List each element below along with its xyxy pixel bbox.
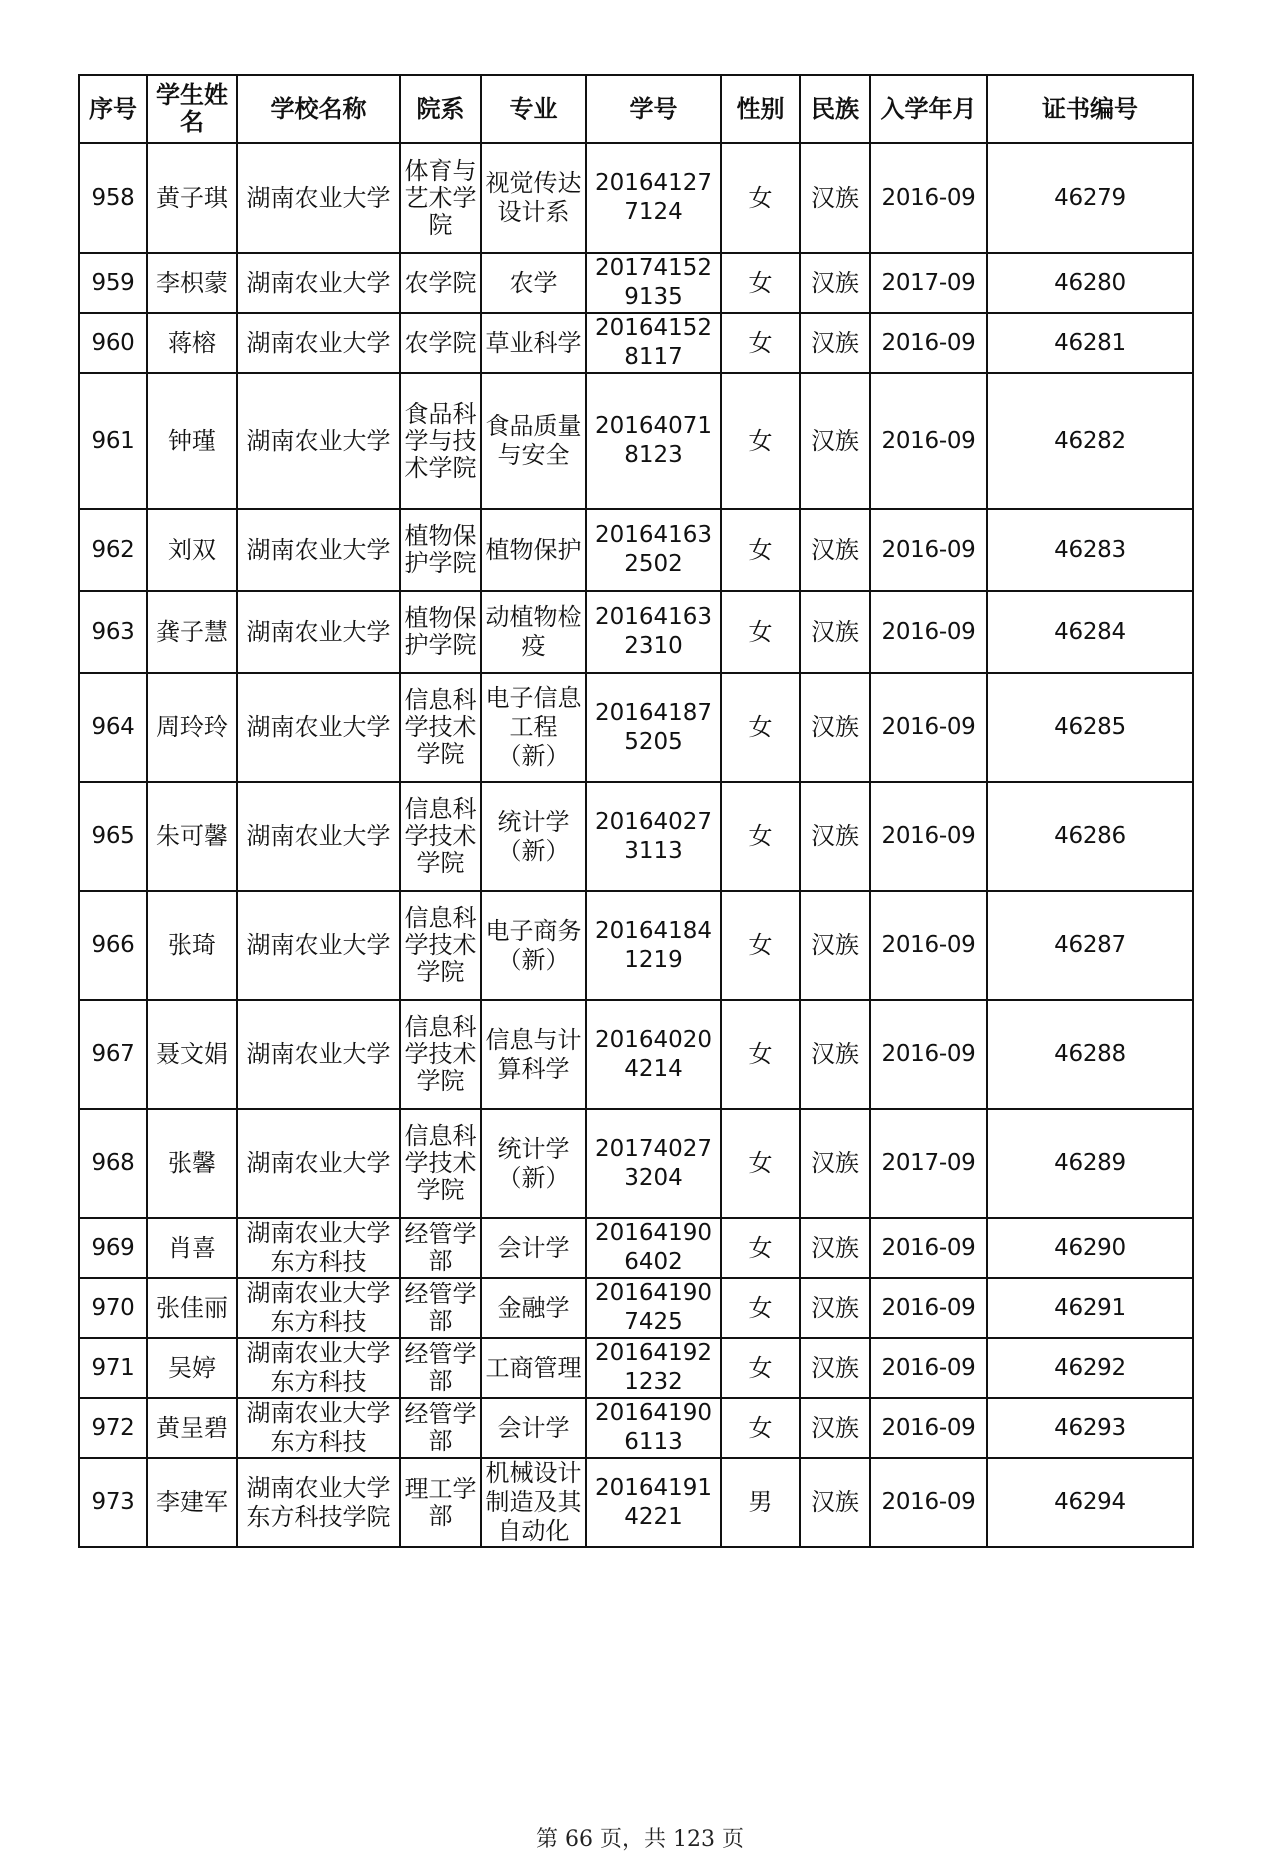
school-cell: 湖南农业大学东方科技 <box>237 1278 400 1338</box>
certificate-number-cell: 46282 <box>987 373 1193 509</box>
department-cell: 经管学部 <box>400 1278 481 1338</box>
department-cell: 体育与艺术学院 <box>400 143 481 253</box>
column-header: 学生姓名 <box>147 75 237 143</box>
gender-cell: 女 <box>721 373 800 509</box>
student-id-cell: 201641907425 <box>586 1278 721 1338</box>
gender-cell: 女 <box>721 782 800 891</box>
school-cell: 湖南农业大学东方科技 <box>237 1338 400 1398</box>
column-header: 性别 <box>721 75 800 143</box>
major-cell: 草业科学 <box>481 313 586 373</box>
student-id-cell: 201641914221 <box>586 1458 721 1547</box>
gender-cell: 女 <box>721 1000 800 1109</box>
student-id-cell: 201641841219 <box>586 891 721 1000</box>
enrollment-date-cell: 2016-09 <box>870 373 987 509</box>
student-name-cell: 聂文娟 <box>147 1000 237 1109</box>
certificate-number-cell: 46286 <box>987 782 1193 891</box>
seq-cell: 964 <box>79 673 147 782</box>
department-cell: 信息科学技术学院 <box>400 1000 481 1109</box>
student-id-cell: 201741529135 <box>586 253 721 313</box>
seq-cell: 960 <box>79 313 147 373</box>
column-header: 院系 <box>400 75 481 143</box>
certificate-number-cell: 46290 <box>987 1218 1193 1278</box>
department-cell: 信息科学技术学院 <box>400 673 481 782</box>
student-id-cell: 201641875205 <box>586 673 721 782</box>
enrollment-date-cell: 2016-09 <box>870 1338 987 1398</box>
certificate-number-cell: 46293 <box>987 1398 1193 1458</box>
enrollment-date-cell: 2016-09 <box>870 1000 987 1109</box>
enrollment-date-cell: 2016-09 <box>870 1218 987 1278</box>
seq-cell: 973 <box>79 1458 147 1547</box>
student-name-cell: 钟瑾 <box>147 373 237 509</box>
department-cell: 农学院 <box>400 253 481 313</box>
table-row <box>79 1338 1193 1398</box>
enrollment-date-cell: 2016-09 <box>870 591 987 673</box>
major-cell: 金融学 <box>481 1278 586 1338</box>
major-cell: 统计学（新） <box>481 782 586 891</box>
table-row <box>79 373 1193 509</box>
major-cell: 会计学 <box>481 1398 586 1458</box>
major-cell: 农学 <box>481 253 586 313</box>
department-cell: 经管学部 <box>400 1338 481 1398</box>
table-body <box>79 143 1193 1547</box>
school-cell: 湖南农业大学 <box>237 313 400 373</box>
gender-cell: 女 <box>721 509 800 591</box>
major-cell: 视觉传达设计系 <box>481 143 586 253</box>
gender-cell: 女 <box>721 891 800 1000</box>
table-row <box>79 313 1193 373</box>
student-name-cell: 张馨 <box>147 1109 237 1218</box>
department-cell: 经管学部 <box>400 1218 481 1278</box>
school-cell: 湖南农业大学东方科技学院 <box>237 1458 400 1547</box>
certificate-number-cell: 46279 <box>987 143 1193 253</box>
certificate-number-cell: 46281 <box>987 313 1193 373</box>
gender-cell: 女 <box>721 591 800 673</box>
major-cell: 工商管理 <box>481 1338 586 1398</box>
ethnicity-cell: 汉族 <box>800 1000 870 1109</box>
table-row <box>79 1000 1193 1109</box>
enrollment-date-cell: 2016-09 <box>870 509 987 591</box>
column-header: 入学年月 <box>870 75 987 143</box>
major-cell: 会计学 <box>481 1218 586 1278</box>
seq-cell: 958 <box>79 143 147 253</box>
certificate-number-cell: 46294 <box>987 1458 1193 1547</box>
certificate-number-cell: 46284 <box>987 591 1193 673</box>
ethnicity-cell: 汉族 <box>800 1458 870 1547</box>
table-row <box>79 1109 1193 1218</box>
department-cell: 植物保护学院 <box>400 591 481 673</box>
department-cell: 植物保护学院 <box>400 509 481 591</box>
student-name-cell: 朱可馨 <box>147 782 237 891</box>
student-id-cell: 201641906402 <box>586 1218 721 1278</box>
gender-cell: 女 <box>721 1218 800 1278</box>
school-cell: 湖南农业大学 <box>237 782 400 891</box>
table-row <box>79 143 1193 253</box>
certificate-number-cell: 46292 <box>987 1338 1193 1398</box>
seq-cell: 959 <box>79 253 147 313</box>
gender-cell: 女 <box>721 1278 800 1338</box>
student-certificate-table <box>78 74 1194 1548</box>
department-cell: 理工学部 <box>400 1458 481 1547</box>
department-cell: 经管学部 <box>400 1398 481 1458</box>
column-header: 民族 <box>800 75 870 143</box>
student-name-cell: 周玲玲 <box>147 673 237 782</box>
seq-cell: 965 <box>79 782 147 891</box>
table-row <box>79 591 1193 673</box>
school-cell: 湖南农业大学 <box>237 143 400 253</box>
student-name-cell: 龚子慧 <box>147 591 237 673</box>
table-row <box>79 782 1193 891</box>
gender-cell: 女 <box>721 1338 800 1398</box>
certificate-number-cell: 46287 <box>987 891 1193 1000</box>
school-cell: 湖南农业大学 <box>237 673 400 782</box>
gender-cell: 女 <box>721 1398 800 1458</box>
seq-cell: 972 <box>79 1398 147 1458</box>
student-id-cell: 201740273204 <box>586 1109 721 1218</box>
school-cell: 湖南农业大学 <box>237 1000 400 1109</box>
ethnicity-cell: 汉族 <box>800 1338 870 1398</box>
department-cell: 信息科学技术学院 <box>400 1109 481 1218</box>
table-header-row <box>79 75 1193 143</box>
certificate-number-cell: 46288 <box>987 1000 1193 1109</box>
certificate-number-cell: 46291 <box>987 1278 1193 1338</box>
student-name-cell: 李建军 <box>147 1458 237 1547</box>
student-name-cell: 蒋榕 <box>147 313 237 373</box>
seq-cell: 962 <box>79 509 147 591</box>
school-cell: 湖南农业大学 <box>237 373 400 509</box>
school-cell: 湖南农业大学 <box>237 1109 400 1218</box>
seq-cell: 970 <box>79 1278 147 1338</box>
certificate-number-cell: 46289 <box>987 1109 1193 1218</box>
student-id-cell: 201641921232 <box>586 1338 721 1398</box>
ethnicity-cell: 汉族 <box>800 313 870 373</box>
student-name-cell: 张佳丽 <box>147 1278 237 1338</box>
major-cell: 信息与计算科学 <box>481 1000 586 1109</box>
enrollment-date-cell: 2016-09 <box>870 313 987 373</box>
enrollment-date-cell: 2016-09 <box>870 673 987 782</box>
certificate-number-cell: 46283 <box>987 509 1193 591</box>
major-cell: 植物保护 <box>481 509 586 591</box>
gender-cell: 女 <box>721 253 800 313</box>
gender-cell: 女 <box>721 143 800 253</box>
student-id-cell: 201641632502 <box>586 509 721 591</box>
department-cell: 食品科学与技术学院 <box>400 373 481 509</box>
ethnicity-cell: 汉族 <box>800 891 870 1000</box>
enrollment-date-cell: 2016-09 <box>870 891 987 1000</box>
major-cell: 统计学（新） <box>481 1109 586 1218</box>
seq-cell: 968 <box>79 1109 147 1218</box>
student-id-cell: 201640718123 <box>586 373 721 509</box>
department-cell: 信息科学技术学院 <box>400 782 481 891</box>
school-cell: 湖南农业大学 <box>237 253 400 313</box>
seq-cell: 969 <box>79 1218 147 1278</box>
column-header: 序号 <box>79 75 147 143</box>
enrollment-date-cell: 2016-09 <box>870 1458 987 1547</box>
certificate-number-cell: 46280 <box>987 253 1193 313</box>
column-header: 学号 <box>586 75 721 143</box>
seq-cell: 966 <box>79 891 147 1000</box>
gender-cell: 女 <box>721 673 800 782</box>
table-row <box>79 253 1193 313</box>
table-row <box>79 673 1193 782</box>
column-header: 证书编号 <box>987 75 1193 143</box>
table-row <box>79 1458 1193 1547</box>
table-row <box>79 509 1193 591</box>
student-name-cell: 肖喜 <box>147 1218 237 1278</box>
ethnicity-cell: 汉族 <box>800 509 870 591</box>
student-name-cell: 黄子琪 <box>147 143 237 253</box>
ethnicity-cell: 汉族 <box>800 1218 870 1278</box>
ethnicity-cell: 汉族 <box>800 1109 870 1218</box>
table-row <box>79 1398 1193 1458</box>
student-name-cell: 黄呈碧 <box>147 1398 237 1458</box>
seq-cell: 963 <box>79 591 147 673</box>
major-cell: 食品质量与安全 <box>481 373 586 509</box>
student-name-cell: 李枳蒙 <box>147 253 237 313</box>
enrollment-date-cell: 2017-09 <box>870 1109 987 1218</box>
school-cell: 湖南农业大学 <box>237 891 400 1000</box>
page-footer: 第 66 页，共 123 页 <box>536 1827 744 1852</box>
column-header: 学校名称 <box>237 75 400 143</box>
student-id-cell: 201641906113 <box>586 1398 721 1458</box>
gender-cell: 女 <box>721 1109 800 1218</box>
major-cell: 机械设计制造及其自动化 <box>481 1458 586 1547</box>
student-id-cell: 201641632310 <box>586 591 721 673</box>
seq-cell: 961 <box>79 373 147 509</box>
ethnicity-cell: 汉族 <box>800 673 870 782</box>
enrollment-date-cell: 2017-09 <box>870 253 987 313</box>
enrollment-date-cell: 2016-09 <box>870 143 987 253</box>
department-cell: 农学院 <box>400 313 481 373</box>
table-row <box>79 1218 1193 1278</box>
ethnicity-cell: 汉族 <box>800 1278 870 1338</box>
table-row <box>79 891 1193 1000</box>
enrollment-date-cell: 2016-09 <box>870 782 987 891</box>
major-cell: 电子商务（新） <box>481 891 586 1000</box>
major-cell: 电子信息工程（新） <box>481 673 586 782</box>
student-name-cell: 刘双 <box>147 509 237 591</box>
department-cell: 信息科学技术学院 <box>400 891 481 1000</box>
ethnicity-cell: 汉族 <box>800 591 870 673</box>
student-name-cell: 吴婷 <box>147 1338 237 1398</box>
seq-cell: 971 <box>79 1338 147 1398</box>
certificate-number-cell: 46285 <box>987 673 1193 782</box>
student-id-cell: 201641277124 <box>586 143 721 253</box>
enrollment-date-cell: 2016-09 <box>870 1398 987 1458</box>
ethnicity-cell: 汉族 <box>800 373 870 509</box>
column-header: 专业 <box>481 75 586 143</box>
seq-cell: 967 <box>79 1000 147 1109</box>
ethnicity-cell: 汉族 <box>800 782 870 891</box>
table-row <box>79 1278 1193 1338</box>
student-id-cell: 201640204214 <box>586 1000 721 1109</box>
enrollment-date-cell: 2016-09 <box>870 1278 987 1338</box>
ethnicity-cell: 汉族 <box>800 1398 870 1458</box>
school-cell: 湖南农业大学东方科技 <box>237 1218 400 1278</box>
major-cell: 动植物检疫 <box>481 591 586 673</box>
school-cell: 湖南农业大学东方科技 <box>237 1398 400 1458</box>
student-id-cell: 201640273113 <box>586 782 721 891</box>
gender-cell: 男 <box>721 1458 800 1547</box>
ethnicity-cell: 汉族 <box>800 143 870 253</box>
gender-cell: 女 <box>721 313 800 373</box>
student-id-cell: 201641528117 <box>586 313 721 373</box>
school-cell: 湖南农业大学 <box>237 591 400 673</box>
ethnicity-cell: 汉族 <box>800 253 870 313</box>
school-cell: 湖南农业大学 <box>237 509 400 591</box>
student-name-cell: 张琦 <box>147 891 237 1000</box>
